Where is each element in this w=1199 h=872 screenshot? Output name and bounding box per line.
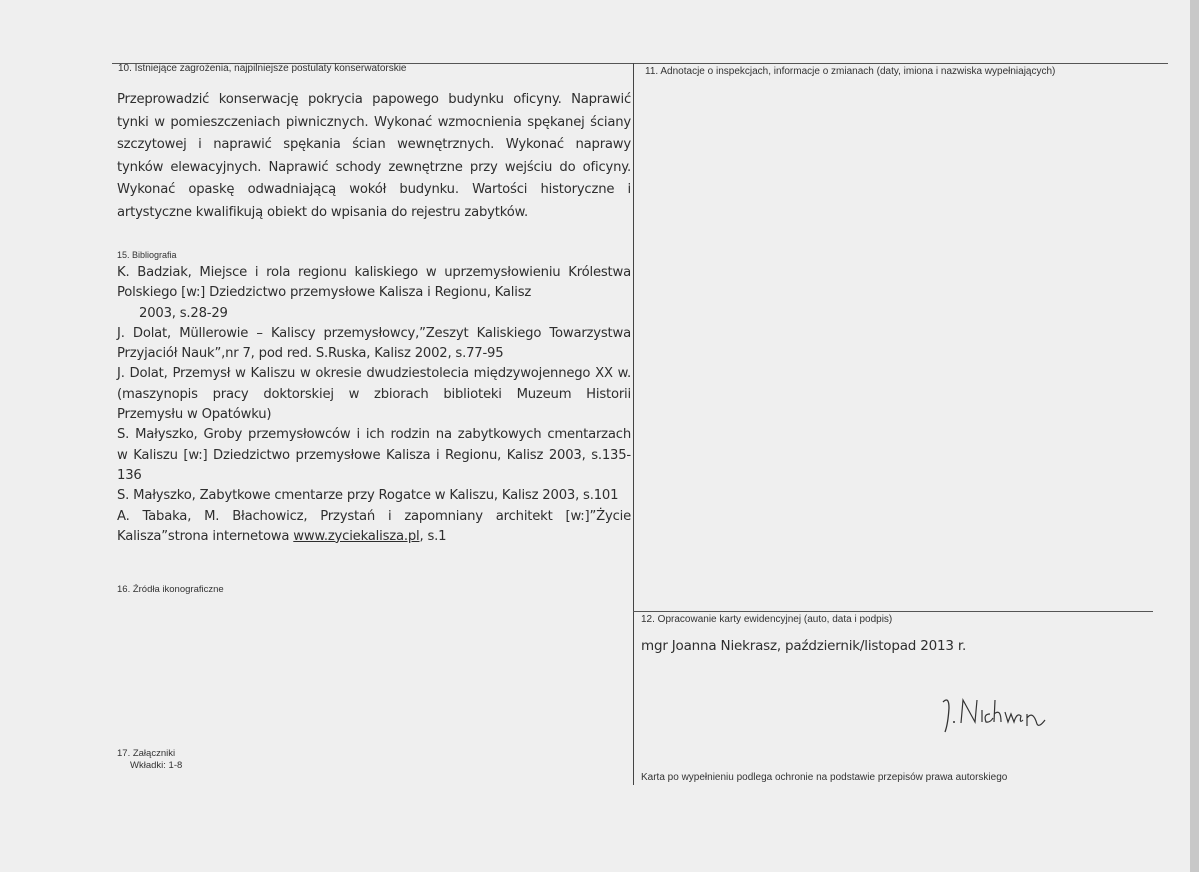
- section15-label: 15. Bibliografia: [117, 250, 177, 260]
- bib-line: S. Małyszko, Groby przemysłowców i ich rodzin na zabytkowych cmentarzach: [117, 427, 631, 443]
- bib-line: J. Dolat, Przemysł w Kaliszu w okresie dwudziestolecia międzywojennego XX w.: [117, 366, 631, 382]
- text-line: Wykonać opaskę odwadniającą wokół budynku. Wartości historyczne i: [117, 182, 631, 198]
- section17-label: 17. Załączniki: [117, 748, 176, 759]
- section11-label: 11. Adnotacje o inspekcjach, informacje o zmianach (daty, imiona i nazwiska wypełniających): [645, 66, 1056, 77]
- bib-line: 136: [117, 467, 142, 483]
- bib-line: S. Małyszko, Zabytkowe cmentarze przy Rogatce w Kaliszu, Kalisz 2003, s.101: [117, 488, 619, 504]
- bib-line: J. Dolat, Müllerowie – Kaliscy przemysłowcy,”Zeszyt Kaliskiego Towarzystwa: [117, 325, 631, 341]
- bib-text: Kalisza”strona internetowa: [117, 528, 294, 544]
- website-link[interactable]: www.zyciekalisza.pl: [293, 528, 420, 544]
- copyright-note: Karta po wypełnieniu podlega ochronie na podstawie przepisów prawa autorskiego: [641, 772, 1008, 783]
- text-line: tynków elewacyjnych. Naprawić schody zewnętrzne przy wejściu do oficyny.: [117, 159, 631, 175]
- section10-text: [117, 89, 631, 225]
- bib-line: (maszynopis pracy doktorskiej w zbiorach biblioteki Muzeum Historii: [117, 386, 631, 402]
- author-line: mgr Joanna Niekrasz, październik/listopad 2013 r.: [641, 638, 967, 654]
- section16-label: 16. Źródła ikonograficzne: [117, 584, 224, 595]
- section10-label: 10. Istniejące zagrożenia, najpilniejsze postulaty konserwatorskie: [118, 63, 407, 74]
- bib-text: , s.1: [419, 528, 447, 544]
- bib-line: Przemysłu w Opatówku): [117, 407, 272, 423]
- bib-line: K. Badziak, Miejsce i rola regionu kaliskiego w uprzemysłowieniu Królestwa: [117, 265, 631, 280]
- section12-label: 12. Opracowanie karty ewidencyjnej (auto, data i podpis): [641, 614, 893, 625]
- bib-line: Przyjaciół Nauk”,nr 7, pod red. S.Ruska, Kalisz 2002, s.77-95: [117, 346, 504, 362]
- bib-line: A. Tabaka, M. Błachowicz, Przystań i zapomniany architekt [w:]”Życie: [117, 508, 631, 524]
- column-divider: [633, 63, 634, 785]
- text-line: Przeprowadzić konserwację pokrycia papowego budynku oficyny. Naprawić: [117, 92, 631, 107]
- text-line: szczytowej i naprawić spękania ścian wewnętrznych. Wykonać naprawy: [117, 137, 631, 153]
- bib-line: 2003, s.28-29: [139, 305, 228, 321]
- bib-line: [117, 527, 631, 547]
- page-edge: [1190, 0, 1199, 872]
- bibliography: [117, 263, 631, 547]
- bib-line: Polskiego [w:] Dziedzictwo przemysłowe Kalisza i Regionu, Kalisz: [117, 285, 532, 301]
- text-line: tynki w pomieszczeniach piwnicznych. Wykonać wzmocnienia spękanej ściany: [117, 114, 631, 130]
- bib-line: w Kaliszu [w:] Dziedzictwo przemysłowe Kalisza i Regionu, Kalisz 2003, s.135-: [117, 447, 631, 463]
- signature: [935, 690, 1055, 745]
- section12-rule: [633, 611, 1153, 612]
- attachments-value: Wkładki: 1-8: [130, 760, 183, 771]
- text-line: artystyczne kwalifikują obiekt do wpisania do rejestru zabytków.: [117, 204, 528, 220]
